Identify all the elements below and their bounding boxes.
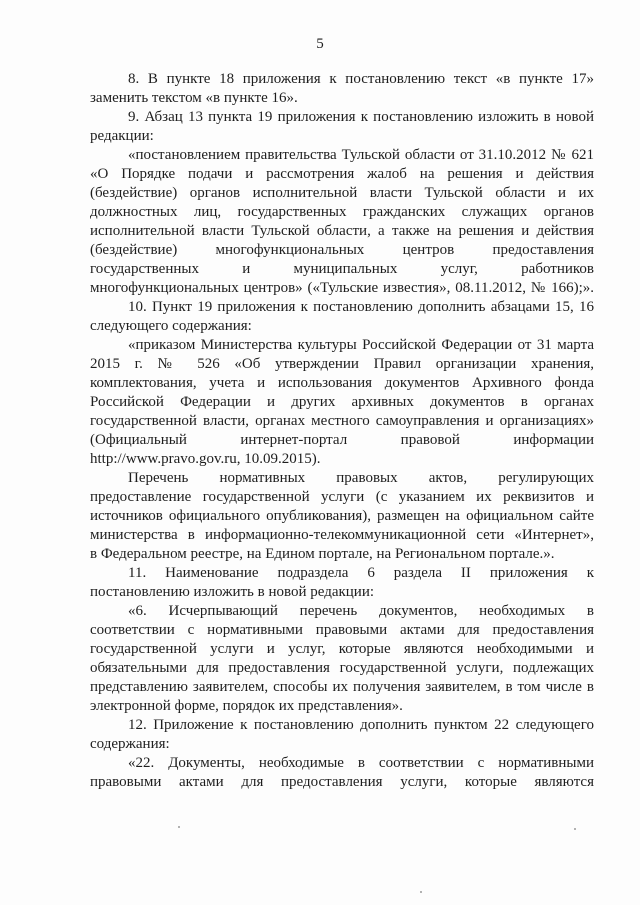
- text-line: «приказом Министерства культуры Российской Федерации от 31 марта: [128, 337, 594, 353]
- text-line: «6. Исчерпывающий перечень документов, необходимых в: [128, 603, 594, 619]
- text-line: соответствии с нормативными правовыми актами для предоставления: [90, 622, 594, 638]
- text-line: государственной услуги и услуг, которые являются необходимыми и: [90, 641, 594, 657]
- text-line: государственной власти, органах местного самоуправления и организациях»: [90, 413, 594, 429]
- scan-speck: [574, 828, 576, 830]
- text-line: 9. Абзац 13 пункта 19 приложения к постановлению изложить в новой: [128, 109, 594, 125]
- text-line: комплектования, учета и использования документов Архивного фонда: [90, 375, 594, 391]
- text-line: 12. Приложение к постановлению дополнить пунктом 22 следующего: [128, 717, 594, 733]
- text-line: следующего содержания:: [90, 318, 252, 334]
- text-line: (бездействие) многофункциональных центров предоставления: [90, 242, 594, 258]
- text-line: предоставление государственной услуги (с указанием их реквизитов и: [90, 489, 594, 505]
- text-line: многофункциональных центров» («Тульские известия», 08.11.2012, № 166);».: [90, 280, 594, 296]
- text-line: http://www.pravo.gov.ru, 10.09.2015).: [90, 451, 321, 467]
- text-line: обязательными для предоставления государственной услуги, подлежащих: [90, 660, 594, 676]
- text-line: (Официальный интернет-портал правовой информации: [90, 432, 594, 448]
- text-line: «постановлением правительства Тульской области от 31.10.2012 № 621: [128, 147, 594, 163]
- text-line: заменить текстом «в пункте 16».: [90, 90, 298, 106]
- scan-speck: [420, 891, 422, 893]
- page-number: 5: [316, 36, 324, 52]
- scan-speck: [178, 826, 180, 828]
- text-line: 11. Наименование подраздела 6 раздела II приложения к: [128, 565, 594, 581]
- text-line: содержания:: [90, 736, 170, 752]
- text-line: источников официального опубликования), размещен на официальном сайте: [90, 508, 594, 524]
- text-line: государственных и муниципальных услуг, работников: [90, 261, 594, 277]
- text-line: (бездействие) органов исполнительной власти Тульской области и их: [90, 185, 594, 201]
- text-line: 10. Пункт 19 приложения к постановлению дополнить абзацами 15, 16: [128, 299, 594, 315]
- text-line: «О Порядке подачи и рассмотрения жалоб на решения и действия: [90, 166, 594, 182]
- text-line: исполнительной власти Тульской области, а также на решения и действия: [90, 223, 594, 239]
- document-body: [90, 70, 594, 792]
- text-line: Перечень нормативных правовых актов, регулирующих: [128, 470, 594, 486]
- text-line: должностных лиц, государственных гражданских служащих органов: [90, 204, 594, 220]
- text-line: правовыми актами для предоставления услуги, которые являются: [90, 774, 594, 790]
- text-line: представлению заявителем, способы их получения заявителем, в том числе в: [90, 679, 594, 695]
- text-line: «22. Документы, необходимые в соответствии с нормативными: [128, 755, 594, 771]
- text-line: в Федеральном реестре, на Едином портале, на Региональном портале.».: [90, 546, 555, 562]
- text-line: министерства в информационно-телекоммуникационной сети «Интернет»,: [90, 527, 594, 543]
- text-line: 8. В пункте 18 приложения к постановлению текст «в пункте 17»: [128, 71, 594, 87]
- text-line: электронной форме, порядок их представления».: [90, 698, 403, 714]
- text-line: 2015 г. № 526 «Об утверждении Правил организации хранения,: [90, 356, 594, 372]
- text-line: редакции:: [90, 128, 154, 144]
- text-line: постановлению изложить в новой редакции:: [90, 584, 375, 600]
- text-line: Российской Федерации и других архивных документов в органах: [90, 394, 594, 410]
